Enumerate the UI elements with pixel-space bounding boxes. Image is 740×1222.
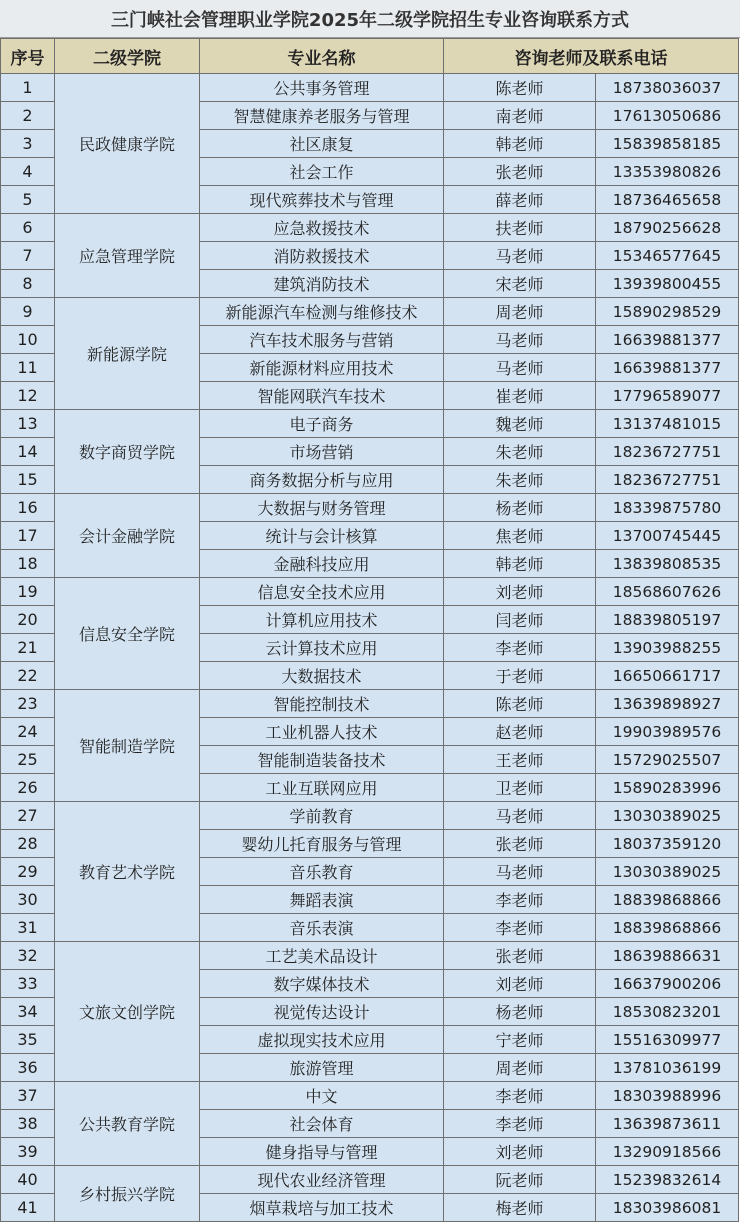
row-index-cell: 13 (1, 410, 55, 438)
teacher-cell: 杨老师 (444, 998, 596, 1026)
teacher-cell: 韩老师 (444, 130, 596, 158)
phone-cell: 18839805197 (596, 606, 739, 634)
row-index-cell: 9 (1, 298, 55, 326)
header-major: 专业名称 (200, 39, 444, 74)
row-index-cell: 18 (1, 550, 55, 578)
phone-cell: 18339875780 (596, 494, 739, 522)
header-row (1, 39, 739, 74)
table-row (1, 494, 739, 522)
major-cell: 电子商务 (200, 410, 444, 438)
table-body (1, 74, 739, 1222)
row-index-cell: 30 (1, 886, 55, 914)
teacher-cell: 阮老师 (444, 1166, 596, 1194)
phone-cell: 19903989576 (596, 718, 739, 746)
phone-cell: 13700745445 (596, 522, 739, 550)
teacher-cell: 宋老师 (444, 270, 596, 298)
phone-cell: 15890298529 (596, 298, 739, 326)
teacher-cell: 王老师 (444, 746, 596, 774)
teacher-cell: 李老师 (444, 634, 596, 662)
teacher-cell: 刘老师 (444, 970, 596, 998)
phone-cell: 18839868866 (596, 914, 739, 942)
row-index-cell: 22 (1, 662, 55, 690)
teacher-cell: 梅老师 (444, 1194, 596, 1222)
row-index-cell: 19 (1, 578, 55, 606)
row-index-cell: 36 (1, 1054, 55, 1082)
row-index-cell: 39 (1, 1138, 55, 1166)
phone-cell: 18790256628 (596, 214, 739, 242)
teacher-cell: 赵老师 (444, 718, 596, 746)
row-index-cell: 24 (1, 718, 55, 746)
major-cell: 智能网联汽车技术 (200, 382, 444, 410)
phone-cell: 15516309977 (596, 1026, 739, 1054)
row-index-cell: 2 (1, 102, 55, 130)
phone-cell: 13781036199 (596, 1054, 739, 1082)
table-row (1, 1082, 739, 1110)
teacher-cell: 张老师 (444, 158, 596, 186)
phone-cell: 18303988996 (596, 1082, 739, 1110)
teacher-cell: 朱老师 (444, 438, 596, 466)
phone-cell: 18639886631 (596, 942, 739, 970)
major-cell: 公共事务管理 (200, 74, 444, 102)
phone-cell: 18236727751 (596, 438, 739, 466)
major-cell: 工艺美术品设计 (200, 942, 444, 970)
row-index-cell: 38 (1, 1110, 55, 1138)
teacher-cell: 扶老师 (444, 214, 596, 242)
major-cell: 旅游管理 (200, 1054, 444, 1082)
college-cell: 新能源学院 (55, 298, 200, 410)
row-index-cell: 3 (1, 130, 55, 158)
row-index-cell: 21 (1, 634, 55, 662)
row-index-cell: 12 (1, 382, 55, 410)
major-cell: 音乐表演 (200, 914, 444, 942)
row-index-cell: 27 (1, 802, 55, 830)
college-cell: 信息安全学院 (55, 578, 200, 690)
major-cell: 信息安全技术应用 (200, 578, 444, 606)
teacher-cell: 闫老师 (444, 606, 596, 634)
major-cell: 社会体育 (200, 1110, 444, 1138)
teacher-cell: 卫老师 (444, 774, 596, 802)
major-cell: 应急救援技术 (200, 214, 444, 242)
row-index-cell: 32 (1, 942, 55, 970)
teacher-cell: 杨老师 (444, 494, 596, 522)
table-row (1, 1166, 739, 1194)
major-cell: 健身指导与管理 (200, 1138, 444, 1166)
phone-cell: 15890283996 (596, 774, 739, 802)
major-cell: 统计与会计核算 (200, 522, 444, 550)
major-cell: 烟草栽培与加工技术 (200, 1194, 444, 1222)
phone-cell: 13839808535 (596, 550, 739, 578)
teacher-cell: 于老师 (444, 662, 596, 690)
teacher-cell: 薛老师 (444, 186, 596, 214)
phone-cell: 15729025507 (596, 746, 739, 774)
college-cell: 乡村振兴学院 (55, 1166, 200, 1222)
major-cell: 智能控制技术 (200, 690, 444, 718)
phone-cell: 13639898927 (596, 690, 739, 718)
major-cell: 音乐教育 (200, 858, 444, 886)
contact-table (0, 38, 739, 1222)
phone-cell: 18037359120 (596, 830, 739, 858)
major-cell: 消防救援技术 (200, 242, 444, 270)
row-index-cell: 41 (1, 1194, 55, 1222)
row-index-cell: 16 (1, 494, 55, 522)
row-index-cell: 31 (1, 914, 55, 942)
table-row (1, 298, 739, 326)
major-cell: 虚拟现实技术应用 (200, 1026, 444, 1054)
teacher-cell: 马老师 (444, 326, 596, 354)
teacher-cell: 刘老师 (444, 578, 596, 606)
college-cell: 民政健康学院 (55, 74, 200, 214)
major-cell: 学前教育 (200, 802, 444, 830)
row-index-cell: 6 (1, 214, 55, 242)
teacher-cell: 马老师 (444, 242, 596, 270)
teacher-cell: 马老师 (444, 354, 596, 382)
row-index-cell: 29 (1, 858, 55, 886)
header-college: 二级学院 (55, 39, 200, 74)
phone-cell: 13137481015 (596, 410, 739, 438)
major-cell: 社会工作 (200, 158, 444, 186)
phone-cell: 13353980826 (596, 158, 739, 186)
teacher-cell: 刘老师 (444, 1138, 596, 1166)
college-cell: 公共教育学院 (55, 1082, 200, 1166)
teacher-cell: 陈老师 (444, 74, 596, 102)
phone-cell: 16639881377 (596, 326, 739, 354)
row-index-cell: 35 (1, 1026, 55, 1054)
major-cell: 舞蹈表演 (200, 886, 444, 914)
phone-cell: 18303986081 (596, 1194, 739, 1222)
table-row (1, 214, 739, 242)
teacher-cell: 朱老师 (444, 466, 596, 494)
college-cell: 数字商贸学院 (55, 410, 200, 494)
major-cell: 计算机应用技术 (200, 606, 444, 634)
college-cell: 智能制造学院 (55, 690, 200, 802)
row-index-cell: 14 (1, 438, 55, 466)
phone-cell: 13030389025 (596, 802, 739, 830)
row-index-cell: 17 (1, 522, 55, 550)
row-index-cell: 26 (1, 774, 55, 802)
phone-cell: 13290918566 (596, 1138, 739, 1166)
phone-cell: 13939800455 (596, 270, 739, 298)
phone-cell: 18530823201 (596, 998, 739, 1026)
phone-cell: 17796589077 (596, 382, 739, 410)
teacher-cell: 张老师 (444, 942, 596, 970)
table-row (1, 690, 739, 718)
major-cell: 现代殡葬技术与管理 (200, 186, 444, 214)
major-cell: 智慧健康养老服务与管理 (200, 102, 444, 130)
row-index-cell: 5 (1, 186, 55, 214)
row-index-cell: 20 (1, 606, 55, 634)
sheet-title: 三门峡社会管理职业学院2025年二级学院招生专业咨询联系方式 (0, 0, 740, 38)
college-cell: 会计金融学院 (55, 494, 200, 578)
major-cell: 市场营销 (200, 438, 444, 466)
college-cell: 文旅文创学院 (55, 942, 200, 1082)
phone-cell: 15239832614 (596, 1166, 739, 1194)
major-cell: 视觉传达设计 (200, 998, 444, 1026)
row-index-cell: 37 (1, 1082, 55, 1110)
major-cell: 大数据与财务管理 (200, 494, 444, 522)
row-index-cell: 10 (1, 326, 55, 354)
row-index-cell: 8 (1, 270, 55, 298)
teacher-cell: 马老师 (444, 858, 596, 886)
table-row (1, 578, 739, 606)
major-cell: 新能源汽车检测与维修技术 (200, 298, 444, 326)
phone-cell: 16637900206 (596, 970, 739, 998)
table-row (1, 802, 739, 830)
major-cell: 汽车技术服务与营销 (200, 326, 444, 354)
row-index-cell: 4 (1, 158, 55, 186)
row-index-cell: 1 (1, 74, 55, 102)
row-index-cell: 11 (1, 354, 55, 382)
teacher-cell: 李老师 (444, 1110, 596, 1138)
table-row (1, 942, 739, 970)
teacher-cell: 李老师 (444, 914, 596, 942)
teacher-cell: 李老师 (444, 1082, 596, 1110)
teacher-cell: 周老师 (444, 298, 596, 326)
table-row (1, 410, 739, 438)
major-cell: 现代农业经济管理 (200, 1166, 444, 1194)
phone-cell: 16639881377 (596, 354, 739, 382)
major-cell: 建筑消防技术 (200, 270, 444, 298)
phone-cell: 13639873611 (596, 1110, 739, 1138)
college-cell: 应急管理学院 (55, 214, 200, 298)
teacher-cell: 宁老师 (444, 1026, 596, 1054)
major-cell: 新能源材料应用技术 (200, 354, 444, 382)
major-cell: 商务数据分析与应用 (200, 466, 444, 494)
college-cell: 教育艺术学院 (55, 802, 200, 942)
teacher-cell: 张老师 (444, 830, 596, 858)
row-index-cell: 7 (1, 242, 55, 270)
phone-cell: 15346577645 (596, 242, 739, 270)
phone-cell: 18568607626 (596, 578, 739, 606)
row-index-cell: 33 (1, 970, 55, 998)
phone-cell: 17613050686 (596, 102, 739, 130)
row-index-cell: 40 (1, 1166, 55, 1194)
phone-cell: 18236727751 (596, 466, 739, 494)
teacher-cell: 周老师 (444, 1054, 596, 1082)
header-contact: 咨询老师及联系电话 (444, 39, 739, 74)
major-cell: 云计算技术应用 (200, 634, 444, 662)
row-index-cell: 28 (1, 830, 55, 858)
major-cell: 数字媒体技术 (200, 970, 444, 998)
phone-cell: 16650661717 (596, 662, 739, 690)
teacher-cell: 崔老师 (444, 382, 596, 410)
major-cell: 大数据技术 (200, 662, 444, 690)
header-index: 序号 (1, 39, 55, 74)
teacher-cell: 魏老师 (444, 410, 596, 438)
teacher-cell: 李老师 (444, 886, 596, 914)
major-cell: 社区康复 (200, 130, 444, 158)
major-cell: 工业机器人技术 (200, 718, 444, 746)
row-index-cell: 23 (1, 690, 55, 718)
table-row (1, 74, 739, 102)
row-index-cell: 15 (1, 466, 55, 494)
phone-cell: 18738036037 (596, 74, 739, 102)
major-cell: 智能制造装备技术 (200, 746, 444, 774)
major-cell: 婴幼儿托育服务与管理 (200, 830, 444, 858)
row-index-cell: 34 (1, 998, 55, 1026)
phone-cell: 15839858185 (596, 130, 739, 158)
major-cell: 中文 (200, 1082, 444, 1110)
phone-cell: 13030389025 (596, 858, 739, 886)
major-cell: 金融科技应用 (200, 550, 444, 578)
teacher-cell: 焦老师 (444, 522, 596, 550)
teacher-cell: 南老师 (444, 102, 596, 130)
major-cell: 工业互联网应用 (200, 774, 444, 802)
teacher-cell: 陈老师 (444, 690, 596, 718)
teacher-cell: 韩老师 (444, 550, 596, 578)
teacher-cell: 马老师 (444, 802, 596, 830)
phone-cell: 18839868866 (596, 886, 739, 914)
row-index-cell: 25 (1, 746, 55, 774)
phone-cell: 13903988255 (596, 634, 739, 662)
phone-cell: 18736465658 (596, 186, 739, 214)
